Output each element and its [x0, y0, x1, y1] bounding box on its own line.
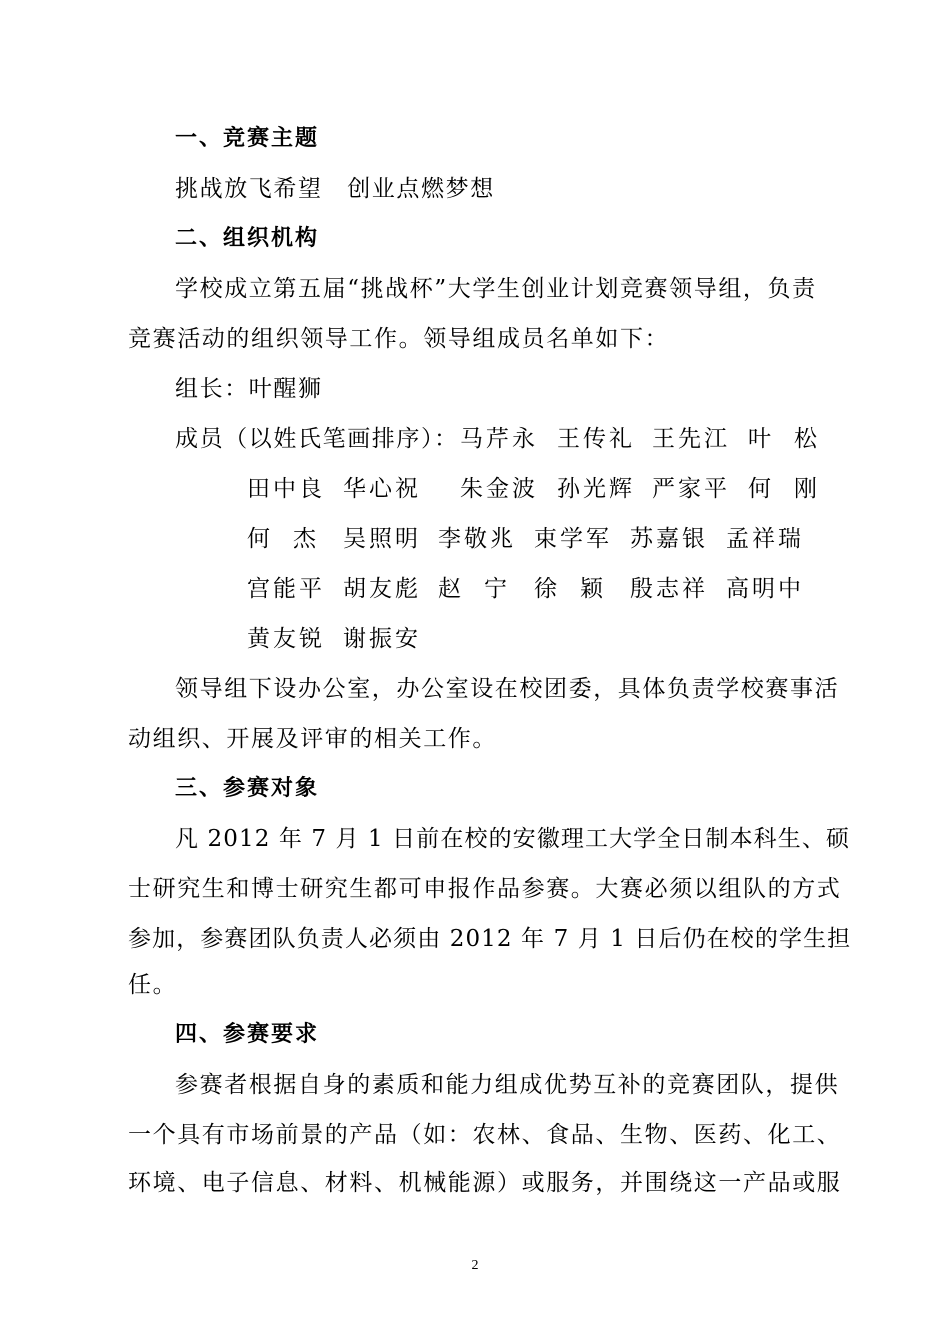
- member-name: 严家平: [652, 476, 730, 502]
- member-name: 何 刚: [748, 476, 817, 502]
- member-name: 李敬兆: [438, 526, 516, 552]
- member-name: 高明中: [726, 576, 804, 602]
- participants-line2: 士研究生和博士研究生都可申报作品参赛。大赛必须以组队的方式: [128, 876, 842, 902]
- section-heading-requirements: 四、参赛要求: [175, 1022, 320, 1047]
- participants-line3: 参加，参赛团队负责人必须由 2012 年 7 月 1 日后仍在校的学生担: [128, 926, 852, 952]
- organization-paragraph-line2: 竞赛活动的组织领导工作。领导组成员名单如下：: [128, 326, 670, 352]
- member-name: 苏嘉银: [630, 526, 708, 552]
- requirements-line2: 一个具有市场前景的产品（如：农林、食品、生物、医药、化工、: [128, 1122, 842, 1148]
- member-name: 孟祥瑞: [726, 526, 804, 552]
- theme-text: 挑战放飞希望 创业点燃梦想: [175, 176, 495, 202]
- requirements-line1: 参赛者根据自身的素质和能力组成优势互补的竞赛团队，提供: [175, 1072, 840, 1098]
- member-name: 王传礼: [557, 426, 635, 452]
- section-heading-theme: 一、竞赛主题: [175, 126, 320, 151]
- member-name: 朱金波: [460, 476, 538, 502]
- member-name: 赵 宁: [438, 576, 507, 602]
- member-name: 束学军: [534, 526, 612, 552]
- organization-paragraph-line1: 学校成立第五届“挑战杯”大学生创业计划竞赛领导组，负责: [175, 276, 817, 302]
- page-number: 2: [471, 1258, 479, 1273]
- members-label: 成员（以姓氏笔画排序）：: [175, 426, 459, 452]
- member-name: 黄友锐: [247, 626, 325, 652]
- member-name: 胡友彪: [343, 576, 421, 602]
- member-name: 叶 松: [748, 426, 817, 452]
- member-name: 马芹永: [460, 426, 538, 452]
- participants-line4: 任。: [128, 972, 178, 998]
- member-name: 孙光辉: [557, 476, 635, 502]
- member-name: 徐 颖: [534, 576, 603, 602]
- member-name: 殷志祥: [630, 576, 708, 602]
- member-name: 宫能平: [247, 576, 325, 602]
- member-name: 何 杰: [247, 526, 316, 552]
- office-paragraph-line2: 动组织、开展及评审的相关工作。: [128, 726, 497, 752]
- member-name: 吴照明: [343, 526, 421, 552]
- member-name: 华心祝: [343, 476, 421, 502]
- section-heading-organization: 二、组织机构: [175, 226, 320, 251]
- participants-line1: 凡 2012 年 7 月 1 日前在校的安徽理工大学全日制本科生、硕: [175, 826, 851, 852]
- group-leader: 组长：叶醒狮: [175, 376, 323, 402]
- member-name: 田中良: [247, 476, 325, 502]
- requirements-line3: 环境、电子信息、材料、机械能源）或服务，并围绕这一产品或服: [128, 1170, 842, 1196]
- office-paragraph-line1: 领导组下设办公室，办公室设在校团委，具体负责学校赛事活: [175, 676, 840, 702]
- member-name: 王先江: [652, 426, 730, 452]
- section-heading-participants: 三、参赛对象: [175, 776, 320, 801]
- member-name: 谢振安: [343, 626, 421, 652]
